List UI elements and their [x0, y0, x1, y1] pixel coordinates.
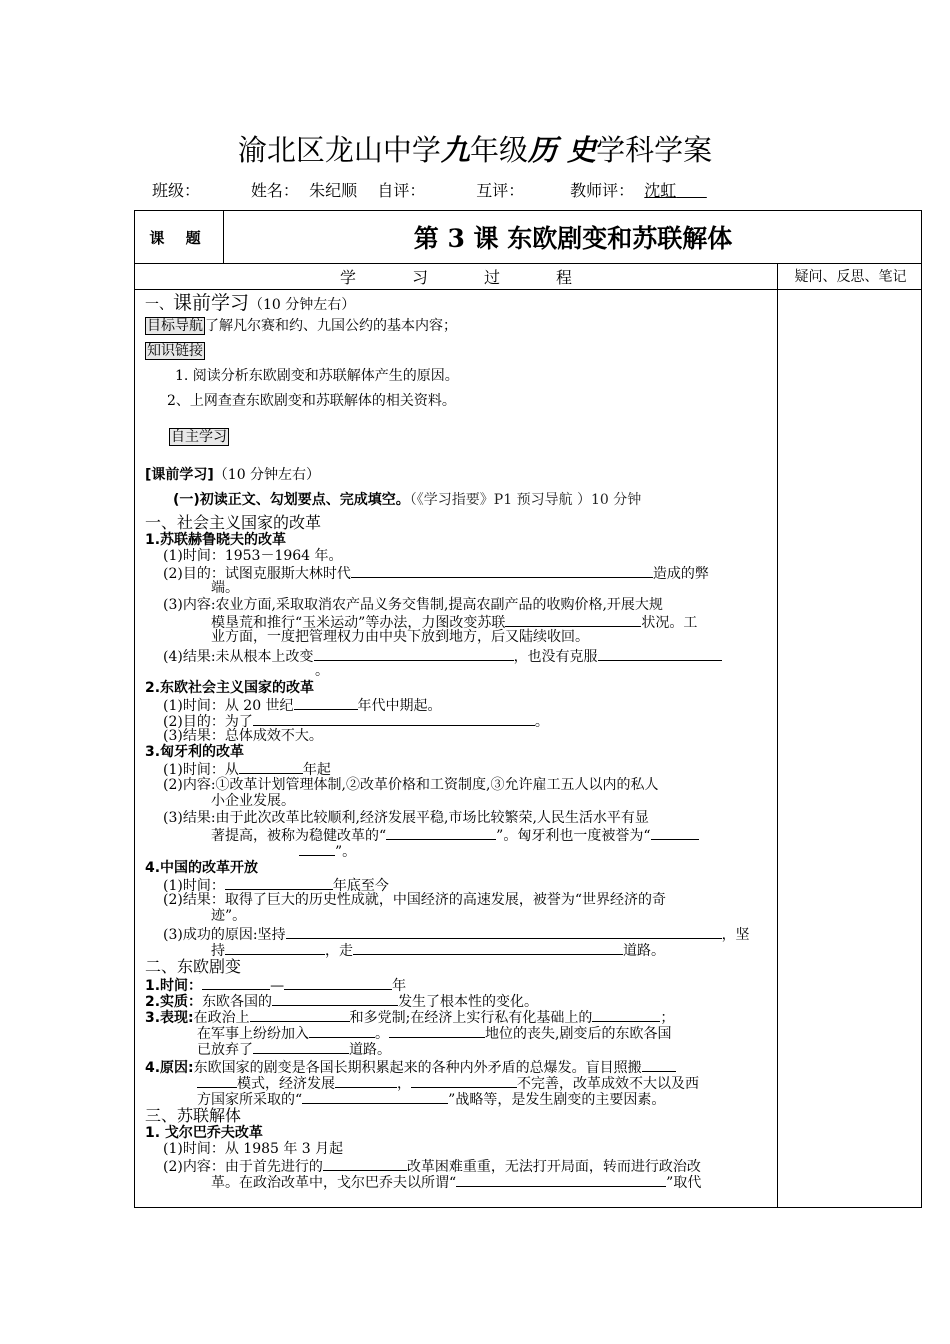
text-line: ”。 — [299, 842, 356, 861]
prelearning-subhead: [课前学习]（10 分钟左右） — [145, 467, 321, 483]
list-item: 1. 阅读分析东欧剧变和苏联解体产生的原因。 — [175, 368, 459, 384]
knowledge-link-line — [145, 343, 205, 360]
section-prelearning: 一、课前学习（10 分钟左右） — [145, 292, 356, 314]
text-line: 4.原因:东欧国家的剧变是各国长期积累起来的各种内外矛盾的总爆发。盲目照搬 — [145, 1058, 676, 1077]
teacher-value: 沈虹 — [644, 181, 677, 200]
student-info-row — [152, 178, 707, 201]
title-suffix: 学科学案 — [596, 133, 713, 167]
page-title — [0, 128, 950, 169]
section-heading: 二、东欧剧变 — [145, 957, 242, 976]
blank[interactable] — [225, 941, 325, 955]
blank[interactable] — [286, 925, 722, 939]
text-line: (1)时间：1953－1964 年。 — [163, 548, 343, 564]
sub-heading: 3.匈牙利的改革 — [145, 744, 245, 760]
text-line: 。 — [315, 663, 329, 679]
blank[interactable] — [314, 647, 514, 661]
blank[interactable] — [351, 564, 653, 578]
text-line: (1)时间：从 20 世纪 年代中期起。 — [163, 698, 442, 714]
blank[interactable] — [353, 941, 623, 955]
blank[interactable] — [239, 760, 303, 774]
goal-line: 目标导航 了解凡尔赛和约、九国公约的基本内容； — [147, 318, 457, 334]
self-eval-label: 自评： — [377, 181, 426, 200]
text-line: 模式，经济发展 ， 不完善，改革成效不大以及西 — [197, 1074, 699, 1093]
blank[interactable] — [284, 976, 392, 990]
divider — [135, 289, 921, 290]
text-line: (1)时间：从 1985 年 3 月起 — [163, 1141, 344, 1157]
sub-heading: 1.苏联赫鲁晓夫的改革 — [145, 532, 287, 548]
lesson-table — [134, 210, 922, 1208]
blank[interactable] — [323, 1157, 407, 1171]
blank[interactable] — [335, 1074, 397, 1088]
text-line: (1)时间： 年底至今 — [163, 878, 389, 894]
blank[interactable] — [386, 826, 496, 840]
text-line: (2)目的：为了 。 — [163, 714, 549, 730]
title-subject: 历 史 — [527, 133, 597, 167]
text-line: 持 ，走 道路。 — [211, 943, 665, 959]
blank[interactable] — [294, 696, 358, 710]
blank[interactable] — [411, 1074, 517, 1088]
text-line: 小企业发展。 — [211, 793, 295, 809]
blank[interactable] — [250, 1008, 350, 1022]
text-line: (3)结果:由于此次改革比较顺利,经济发展平稳,市场比较繁荣,人民生活水平有显 — [163, 810, 649, 826]
text-line: 已放弃了 道路。 — [197, 1042, 391, 1058]
blank[interactable] — [202, 976, 270, 990]
name-value: 朱纪顺 — [309, 181, 358, 200]
title-grade-suffix: 年级 — [469, 133, 528, 167]
text-line: (2)目的：试图克服斯大林时代 造成的弊 — [163, 566, 709, 582]
text-line: 革。在政治改革中，戈尔巴乔夫以所谓“ ”取代 — [211, 1175, 702, 1191]
text-line: 迹”。 — [211, 908, 247, 924]
blank[interactable] — [592, 1008, 660, 1022]
text-line: 2.实质：东欧各国的 发生了根本性的变化。 — [145, 994, 539, 1010]
text-line: (3)成功的原因:坚持 ，坚 — [163, 927, 750, 943]
peer-eval-label: 互评： — [476, 181, 525, 200]
blank[interactable] — [225, 876, 333, 890]
blank[interactable] — [389, 1024, 485, 1038]
text-line: (2)内容:①改革计划管理体制,②改革价格和工资制度,③允许雇工五人以内的私人 — [163, 777, 659, 793]
list-item: 2、上网查查东欧剧变和苏联解体的相关资料。 — [167, 393, 456, 409]
text-line: 1.时间： — 年 — [145, 978, 407, 994]
blank[interactable] — [197, 1074, 237, 1088]
text-line: 著提高，被称为稳健改革的“ ”。匈牙利也一度被誉为“ — [211, 826, 699, 845]
text-line: (3)内容:农业方面,采取取消农产品义务交售制,提高农副产品的收购价格,开展大规 — [163, 597, 663, 613]
sub-heading: 1. 戈尔巴乔夫改革 — [145, 1125, 263, 1141]
goal-tag: 目标导航 — [147, 318, 203, 334]
name-label: 姓名： — [250, 181, 299, 200]
section-heading: 一、社会主义国家的改革 — [145, 513, 322, 532]
title-grade: 九 — [440, 133, 470, 167]
text-line: (4)结果:未从根本上改变 ，也没有克服 — [163, 647, 722, 666]
sub-heading: 4.中国的改革开放 — [145, 860, 259, 876]
class-label: 班级： — [152, 181, 201, 200]
blank[interactable] — [642, 1058, 676, 1072]
text-line: (3)结果：总体成效不大。 — [163, 728, 323, 744]
self-study-tag: 自主学习 — [171, 429, 227, 445]
blank[interactable] — [651, 826, 699, 840]
text-line: 业方面，一度把管理权力由中央下放到地方，后又陆续收回。 — [211, 629, 589, 645]
text-line: 方国家所采取的“ ”战略等，是发生剧变的主要因素。 — [197, 1092, 666, 1108]
blank[interactable] — [505, 613, 641, 627]
blank[interactable] — [598, 647, 722, 661]
divider — [777, 263, 778, 1207]
self-study-line — [169, 429, 229, 446]
sub-heading: 2.东欧社会主义国家的改革 — [145, 680, 315, 696]
blank[interactable] — [253, 1040, 349, 1054]
lesson-title: 第 3 课 东欧剧变和苏联解体 — [413, 224, 733, 253]
blank[interactable] — [309, 1024, 375, 1038]
text-line: (2)结果：取得了巨大的历史性成就，中国经济的高速发展，被誉为“世界经济的奇 — [163, 892, 666, 908]
teacher-eval-label: 教师评： — [570, 181, 635, 200]
notes-label: 疑问、反思、笔记 — [794, 269, 907, 285]
instruction-line: (一)初读正文、勾划要点、完成填空。（《学习指要》P1 预习导航 ）10 分钟 — [173, 492, 642, 508]
text-line: 在军事上纷纷加入 。 地位的丧失,剧变后的东欧各国 — [197, 1026, 672, 1042]
text-line: (2)内容：由于首先进行的 改革困难重重，无法打开局面，转而进行政治改 — [163, 1159, 701, 1175]
text-line: (1)时间：从 年起 — [163, 762, 331, 778]
blank[interactable] — [302, 1090, 448, 1104]
knowledge-link-tag: 知识链接 — [147, 343, 203, 359]
blank[interactable] — [272, 992, 398, 1006]
blank[interactable] — [299, 842, 335, 856]
process-label: 学习过程 — [339, 267, 628, 287]
blank[interactable] — [456, 1173, 666, 1187]
topic-label: 课 题 — [149, 228, 209, 247]
title-school: 渝北区龙山中学 — [237, 133, 441, 167]
section-heading: 三、苏联解体 — [145, 1106, 242, 1125]
text-line: 端。 — [211, 580, 239, 596]
blank[interactable] — [253, 712, 535, 726]
text-line: 3.表现:在政治上 和多党制;在经济上实行私有化基础上的 ； — [145, 1010, 675, 1026]
text-line: 模垦荒和推行“玉米运动”等办法，力图改变苏联 状况。工 — [211, 615, 698, 631]
